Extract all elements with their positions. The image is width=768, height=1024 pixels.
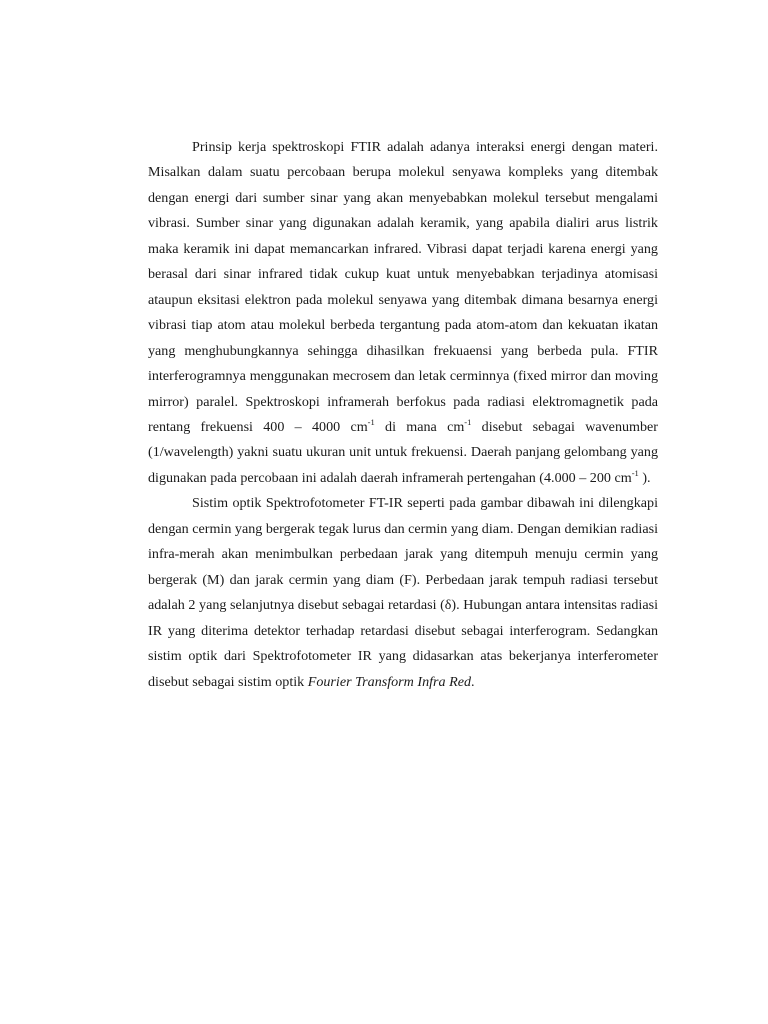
text-line: Perbedaan jarak tempuh radiasi tersebut adalah 2 yang selanjutnya disebut sebagai [148,571,658,614]
paragraph-ftir-optics [148,491,658,695]
text-line: Daerah panjang gelombang yang digunakan pada percobaan ini adalah daerah [148,444,658,486]
superscript: -1 [631,467,639,478]
text-line: Dengan demikian radiasi infra-merah akan menimbulkan perbedaan jarak yang [148,520,659,563]
text-line: elektromagnetik pada rentang frekuensi 400 – 4000 cm [148,393,658,435]
text-line: interferogramnya menggunakan mecrosem dan letak cerminnya (fixed mirror dan [148,368,612,385]
text-line: Prinsip kerja spektroskopi FTIR adalah adanya interaksi energi dengan [192,139,613,155]
text-line: dapat terjadi karena energi yang berasal dari sinar infrared tidak cukup kuat untuk [148,240,658,283]
superscript: -1 [464,416,472,427]
text-line: ditempuh menuju cermin yang bergerak (M) dan jarak cermin yang diam (F). [148,546,659,588]
superscript: -1 [367,416,375,427]
text-line: moving mirror) paralel. Spektroskopi inframerah berfokus pada radiasi [148,368,658,410]
text-line: sebagai wavenumber (1/wavelength) yakni suatu ukuran unit untuk frekuensi. [148,418,658,461]
text-line: terhadap retardasi disebut sebagai interferogram. Sedangkan sistim optik dari [148,622,658,665]
text-line: berbeda tergantung pada atom-atom dan kekuatan ikatan yang [148,317,658,359]
italic-term: Fourier Transform Infra Red [307,673,471,690]
text-line: ). [638,469,651,486]
text-line: apabila dialiri arus listrik maka keramik ini dapat memancarkan infrared. Vibrasi [148,215,658,257]
text-line: materi. Misalkan dalam suatu percobaan berupa molekul senyawa kompleks yang [148,139,658,181]
paragraph-ftir-principle [148,135,658,491]
text-line: ditembak dengan energi dari sumber sinar yang akan menyebabkan molekul [148,164,658,206]
body-text [148,135,658,695]
text-line: sebagai sistim optik [192,673,308,690]
text-line: dilengkapi dengan cermin yang bergerak tegak lurus dan cermin yang diam. [148,495,658,537]
text-line: di mana cm [374,418,465,435]
text-line: menyebabkan terjadinya atomisasi ataupun eksitasi elektron pada molekul [148,266,658,308]
text-line: . [471,673,475,690]
text-line: inframerah pertengahan (4.000 – 200 cm [401,469,632,486]
text-line: disebut [471,418,523,435]
text-line: Sistim optik Spektrofotometer FT-IR seperti pada gambar dibawah ini [192,495,595,512]
text-line: senyawa yang ditembak dimana besarnya energi vibrasi tiap atom atau molekul [148,291,658,334]
text-line: menghubungkannya sehingga dihasilkan frekuaensi yang berbeda pula. FTIR [184,342,658,359]
text-line: Spektrofotometer IR yang didasarkan atas bekerjanya interferometer disebut [148,648,659,690]
text-line: tersebut mengalami vibrasi. Sumber sinar yang digunakan adalah keramik, yang [148,189,658,232]
text-line: retardasi (δ). Hubungan antara intensitas radiasi IR yang diterima detektor [148,597,658,639]
